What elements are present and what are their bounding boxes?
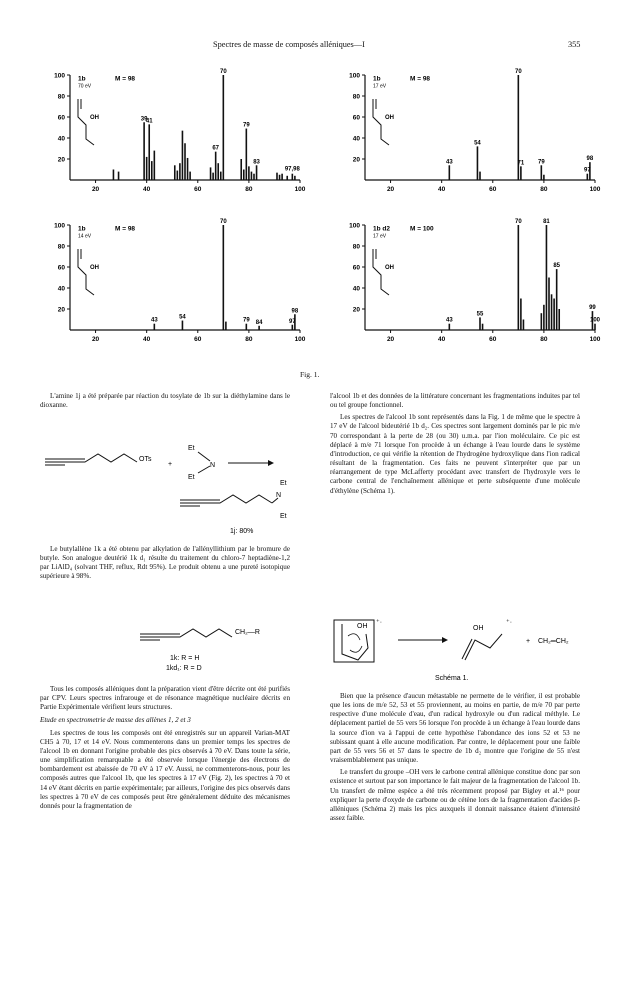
et-label-4: Et bbox=[280, 513, 287, 520]
n-label-product: N bbox=[276, 492, 282, 499]
y-tick-label: 100 bbox=[349, 222, 360, 230]
peak-label: 43 bbox=[445, 317, 453, 324]
peak-label: 79 bbox=[537, 159, 545, 166]
peak-label: 99 bbox=[589, 305, 596, 312]
left-column-part2 bbox=[40, 545, 290, 585]
ethylene-label: CH₂═CH₂ bbox=[538, 638, 569, 645]
x-tick-label: 40 bbox=[143, 186, 151, 193]
radical-cation-1: ⁺· bbox=[376, 619, 383, 626]
y-tick-label: 60 bbox=[352, 114, 360, 122]
peak-label: 43 bbox=[150, 317, 158, 324]
structure-sketch bbox=[78, 249, 94, 295]
x-tick-label: 60 bbox=[489, 186, 497, 193]
product-label: 1j: 80% bbox=[230, 528, 254, 535]
right-column bbox=[330, 392, 580, 499]
spectrum-panel-1b-d2-17ev bbox=[335, 210, 605, 350]
x-tick-label: 40 bbox=[438, 336, 446, 343]
y-tick-label: 60 bbox=[57, 114, 65, 122]
peak-label: 41 bbox=[145, 118, 153, 125]
paragraph: Les spectres de tous les composés ont été enregistrés sur un appareil Varian-MAT CH5 à 70, 17 et 14 eV. Nous commenterons dans un premier temps les spectres de l'alcool 1b en donnant l'origine probable des pics observés à 70 eV. Dans toute la série, une simplification remarquable a été observée lorsque l'énergie des électrons de bombardement est abaissée de 70 eV à 17 eV. Aussi, ne commenterons-nous, pour les composés autres que l'alcool 1b, que les spectres à 17 eV (Fig. 2), les spectres à 70 et 14 eV étant décrits en partie expérimentale; par ailleurs, l'origine des pics observés dans les spectres à 70 eV de ces composés peut être généralement déduite des mécanismes donnés pour la fragmentation de bbox=[40, 728, 290, 810]
structure-sketch bbox=[373, 249, 389, 295]
plus-sign-2: + bbox=[526, 638, 531, 645]
y-tick-label: 60 bbox=[352, 264, 360, 272]
peak-label: 97 bbox=[583, 167, 591, 174]
x-tick-label: 20 bbox=[91, 336, 100, 343]
peak-label: 83 bbox=[253, 159, 260, 166]
y-tick-label: 20 bbox=[352, 156, 360, 164]
peak-label: 39 bbox=[140, 116, 148, 123]
y-tick-label: 100 bbox=[54, 222, 65, 230]
peak-label: 98 bbox=[291, 308, 299, 315]
page-number: 355 bbox=[568, 40, 581, 49]
paragraph: Les spectres de l'alcool 1b sont représentés dans la Fig. 1 de même que le spectre à 17 eV de l'alcool bideutérié 1b d₂. Ces spectres sont largement dominés par le pic m/e 70 correspondant à la perte de 28 (ou 30) u.m.a. par l'ion moléculaire. Ce pic est déplacé à m/e 71 lorsque l'on procède à un échange à l'eau lourde dans le système d'introduction, ce qui vérifie la rétention de l'hydrogène hydroxylique dans l'ion radical résultant de la fragmentation. Ces faits ne peuvent s'interpréter que par un réarrangement de type McLafferty procédant avec transfert de l'hydroxyle vers le carbone central de l'enchaînement allénique et perte subséquente d'une molécule d'éthylène (Schéma 1). bbox=[330, 413, 580, 495]
peak-label: 43 bbox=[445, 159, 453, 166]
x-tick-label: 80 bbox=[540, 186, 548, 193]
peak-label: 70 bbox=[219, 69, 227, 75]
paragraph: Bien que la présence d'aucun métastable ne permette de le vérifier, il est probable que les ions de m/e 52, 53 et 55 proviennent, au moins en partie, de m/e 70 par perte respective d'une molécule d'eau, d'un radical hydroxyle ou d'un radical méthyle. Le déplacement partiel de 55 vers 56 lorsque l'on procède à un échange à l'eau lourde dans la source d'ion va à l'appui de cette hypothèse l'abondance des ions 52 et 53 ne subissant quant à elle aucune modification. Par contre, le déplacement pour une faible part de 55 vers 56 et 57 dans le spectre de 1b d₂ montre que l'origine de 55 n'est vraisemblablement pas unique. bbox=[330, 692, 580, 765]
peak-label: 70 bbox=[514, 219, 522, 225]
x-tick-label: 40 bbox=[438, 186, 446, 193]
y-tick-label: 100 bbox=[54, 72, 65, 80]
peak-label: 67 bbox=[212, 145, 220, 152]
group-label: CH₂—R bbox=[235, 629, 260, 636]
oh-label-2: OH bbox=[473, 625, 484, 632]
x-tick-label: 60 bbox=[489, 336, 497, 343]
energy-label: 70 eV bbox=[78, 83, 92, 90]
spectrum-panel-1b-17ev bbox=[335, 60, 605, 200]
compound-1kd1-label: 1kd₁: R = D bbox=[166, 665, 202, 672]
y-tick-label: 40 bbox=[57, 285, 65, 293]
radical-cation-2: ⁺· bbox=[506, 619, 513, 626]
paragraph: Tous les composés alléniques dont la préparation vient d'être décrite ont été purifiés par CPV. Leurs spectres infrarouge et de résonance magnétique nucléaire décrits en Partie Expérimentale vérifient leurs structures. bbox=[40, 685, 290, 712]
structure-sketch bbox=[78, 99, 94, 145]
x-tick-label: 40 bbox=[143, 336, 151, 343]
y-tick-label: 40 bbox=[352, 135, 360, 143]
peak-label: 97,98 bbox=[284, 166, 300, 173]
figure-caption: Fig. 1. bbox=[300, 370, 320, 379]
n-label: N bbox=[210, 462, 216, 469]
mass-label: M = 98 bbox=[115, 225, 136, 233]
et-label-2: Et bbox=[188, 474, 195, 481]
x-tick-label: 100 bbox=[589, 336, 601, 343]
y-tick-label: 80 bbox=[57, 93, 65, 101]
x-tick-label: 20 bbox=[91, 186, 100, 193]
compound-1k-label: 1k: R = H bbox=[170, 655, 200, 662]
y-tick-label: 80 bbox=[57, 243, 65, 251]
x-tick-label: 100 bbox=[294, 336, 306, 343]
x-tick-label: 60 bbox=[194, 186, 202, 193]
paragraph: L'amine 1j a été préparée par réaction du tosylate de 1b sur la diéthylamine dans le dioxanne. bbox=[40, 392, 290, 410]
paragraph: Le butylallène 1k a été obtenu par alkylation de l'allényllithium par le bromure de butyle. Son analogue deutérié 1k d₁ résulte du traitement du chloro-7 heptadiène-1,2 par LiAlD₄ (solvant THF, reflux, Rdt 95%). Le produit obtenu a une pureté isotopique supérieure à 98%. bbox=[40, 545, 290, 581]
y-tick-label: 80 bbox=[352, 93, 360, 101]
y-tick-label: 100 bbox=[349, 72, 360, 80]
energy-label: 17 eV bbox=[373, 233, 387, 240]
spectrum-panel-1b-14ev bbox=[40, 210, 310, 350]
peak-label: 85 bbox=[553, 263, 561, 270]
energy-label: 14 eV bbox=[78, 233, 92, 240]
peak-label: 81 bbox=[543, 219, 550, 225]
y-tick-label: 80 bbox=[352, 243, 360, 251]
peak-label: 79 bbox=[242, 122, 250, 129]
x-tick-label: 60 bbox=[194, 336, 202, 343]
energy-label: 17 eV bbox=[373, 83, 387, 90]
peak-label: 97 bbox=[288, 318, 296, 325]
right-column-part2 bbox=[330, 692, 580, 826]
oh-label: OH bbox=[90, 115, 99, 121]
ots-label: OTs bbox=[139, 456, 152, 463]
peak-label: 71 bbox=[517, 160, 525, 167]
peak-label: 70 bbox=[219, 219, 227, 225]
peak-label: 98 bbox=[586, 156, 594, 163]
oh-label-1: OH bbox=[357, 623, 368, 630]
et-label-1: Et bbox=[188, 445, 195, 452]
structure-1k bbox=[40, 615, 295, 675]
y-tick-label: 20 bbox=[352, 306, 360, 314]
x-tick-label: 20 bbox=[386, 336, 395, 343]
x-tick-label: 20 bbox=[386, 186, 395, 193]
oh-label: OH bbox=[385, 115, 394, 121]
x-tick-label: 100 bbox=[589, 186, 601, 193]
y-tick-label: 40 bbox=[352, 285, 360, 293]
peak-label: 84 bbox=[255, 319, 263, 326]
section-title: Etude en spectrometrie de masse des allènes 1, 2 et 3 bbox=[40, 716, 191, 725]
y-tick-label: 20 bbox=[57, 306, 65, 314]
mass-label: M = 98 bbox=[115, 75, 136, 83]
peak-label: 79 bbox=[242, 317, 250, 324]
x-tick-label: 80 bbox=[245, 186, 253, 193]
y-tick-label: 60 bbox=[57, 264, 65, 272]
y-tick-label: 20 bbox=[57, 156, 65, 164]
left-column bbox=[40, 392, 290, 413]
plus-sign: + bbox=[168, 461, 173, 468]
x-tick-label: 80 bbox=[245, 336, 253, 343]
compound-label: 1b bbox=[78, 75, 86, 83]
peak-label: 55 bbox=[476, 311, 484, 318]
compound-label: 1b bbox=[373, 75, 381, 83]
spectrum-panel-1b-70ev bbox=[40, 60, 310, 200]
structure-sketch bbox=[373, 99, 389, 145]
paragraph: Le transfert du groupe –OH vers le carbone central allénique constitue donc par son existence et surtout par son importance le fait majeur de la fragmentation de l'alcool 1b. Un transfert de même espèce a été très récemment proposé par Bigley et al.¹⁶ pour expliquer la perte d'oxyde de carbone ou de cétène lors de la fragmentation d'acides β-alléniques (Schéma 2) mais les pics auxquels il donnait naissance étaient d'intensité assez faible. bbox=[330, 768, 580, 823]
paragraph: l'alcool 1b et des données de la littérature concernant les fragmentations induites par tel ou tel groupe fonctionnel. bbox=[330, 392, 580, 410]
compound-label: 1b bbox=[78, 225, 86, 233]
reaction-scheme-amine bbox=[40, 430, 295, 540]
peak-label: 54 bbox=[179, 314, 186, 321]
et-label-3: Et bbox=[280, 480, 287, 487]
x-tick-label: 100 bbox=[294, 186, 306, 193]
mass-label: M = 98 bbox=[410, 75, 431, 83]
mass-label: M = 100 bbox=[410, 225, 434, 233]
peak-label: 70 bbox=[514, 69, 522, 75]
left-column-part3 bbox=[40, 685, 290, 814]
oh-label: OH bbox=[385, 265, 394, 271]
mclafferty-scheme bbox=[330, 610, 585, 685]
compound-label: 1b d2 bbox=[373, 225, 390, 233]
oh-label: OH bbox=[90, 265, 99, 271]
running-title: Spectres de masse de composés alléniques—I bbox=[213, 40, 365, 49]
peak-label: 100 bbox=[589, 317, 601, 324]
scheme-caption: Schéma 1. bbox=[435, 675, 469, 682]
peak-label: 54 bbox=[474, 140, 481, 147]
x-tick-label: 80 bbox=[540, 336, 548, 343]
y-tick-label: 40 bbox=[57, 135, 65, 143]
